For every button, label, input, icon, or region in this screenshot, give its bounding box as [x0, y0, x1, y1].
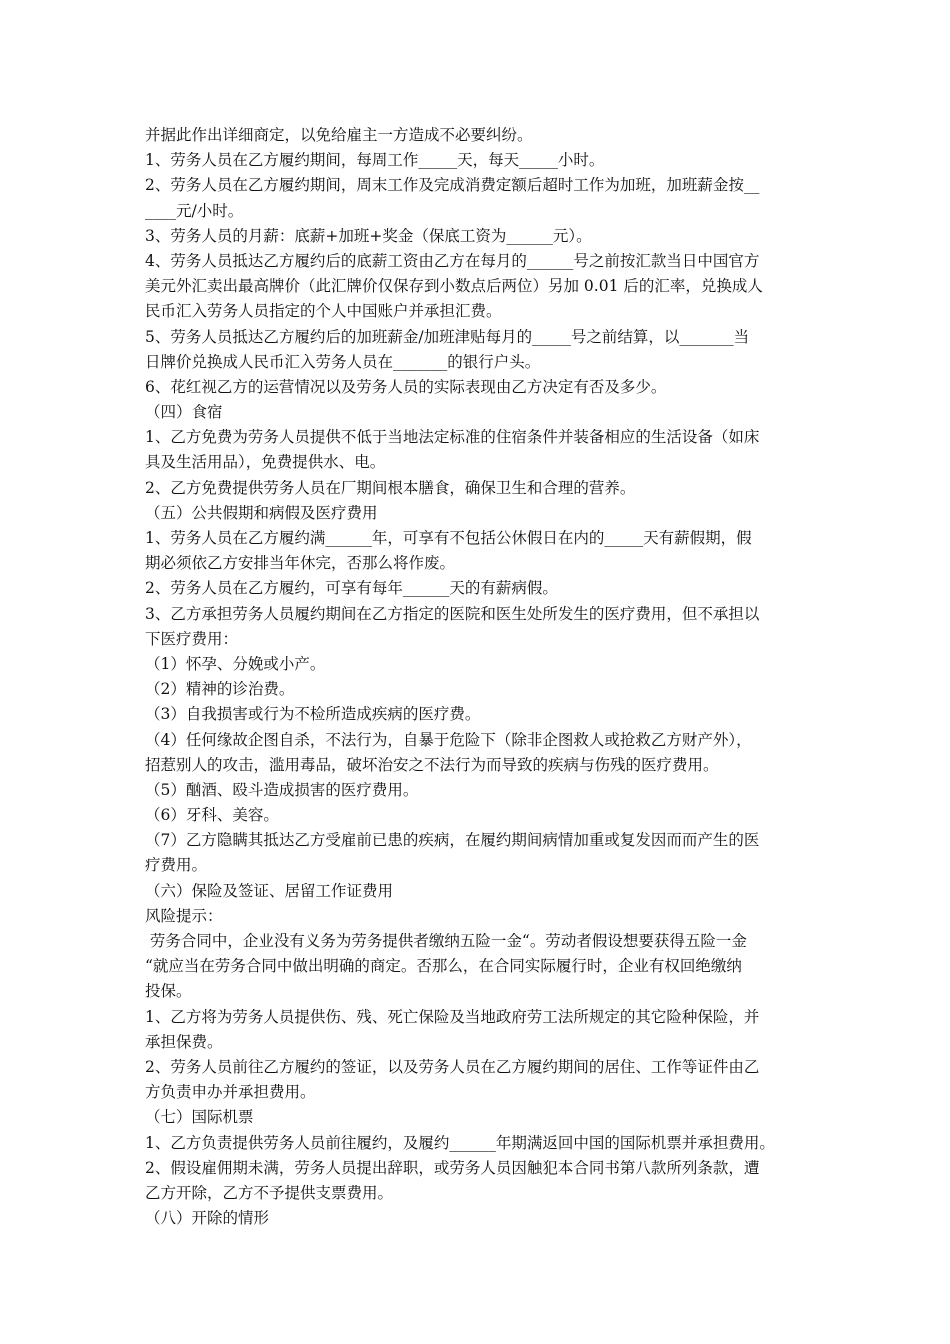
text-line: 美元外汇卖出最高牌价（此汇牌价仅保存到小数点后两位）另加 0.01 后的汇率，兑换成人: [145, 277, 763, 296]
text-line: 2、劳务人员在乙方履约期间，周末工作及完成消费定额后超时工作为加班，加班薪金按__: [145, 176, 760, 195]
text-line: 疗费用。: [145, 856, 208, 875]
text-line: ____元/小时。: [145, 201, 244, 220]
text-line: 并据此作出详细商定，以免给雇主一方造成不必要纠纷。: [145, 126, 533, 144]
list-item: （2）精神的诊治费。: [145, 680, 295, 699]
text-line: 1、乙方负责提供劳务人员前往履约，及履约______年期满返回中国的国际机票并承担费用。: [145, 1133, 775, 1152]
section-heading: （八）开除的情形: [145, 1209, 270, 1228]
text-line: 2、劳务人员前往乙方履约的签证，以及劳务人员在乙方履约期间的居住、工作等证件由乙: [145, 1057, 760, 1076]
text-line: 6、花红视乙方的运营情况以及劳务人员的实际表现由乙方决定有否及多少。: [145, 377, 667, 396]
list-item: （5）酗酒、殴斗造成损害的医疗费用。: [145, 780, 419, 799]
text-line: 劳务合同中，企业没有义务为劳务提供者缴纳五险一金“。劳动者假设想要获得五险一金: [145, 932, 747, 950]
text-line: 1、乙方将为劳务人员提供伤、残、死亡保险及当地政府劳工法所规定的其它险种保险，并: [145, 1007, 760, 1026]
text-line: “就应当在劳务合同中做出明确的商定。否那么，在合同实际履行时，企业有权回绝缴纳: [145, 957, 742, 976]
list-item: （4）任何缘故企图自杀，不法行为，自暴于危险下（除非企图救人或抢救乙方财产外），: [145, 730, 752, 749]
document-page: [145, 123, 813, 1231]
section-heading: （五）公共假期和病假及医疗费用: [145, 503, 378, 522]
list-item: （1）怀孕、分娩或小产。: [145, 654, 326, 673]
text-line: 4、劳务人员抵达乙方履约后的底薪工资由乙方在每月的______号之前按汇款当日中国官方: [145, 251, 760, 270]
text-line: 1、乙方免费为劳务人员提供不低于当地法定标准的住宿条件并装备相应的生活设备（如床: [145, 428, 760, 447]
text-line: 招惹别人的攻击，滥用毒品，破坏治安之不法行为而导致的疾病与伤残的医疗费用。: [145, 755, 719, 774]
text-line: 日牌价兑换成人民币汇入劳务人员在_______的银行户头。: [145, 352, 541, 371]
text-line: 乙方开除，乙方不予提供支票费用。: [145, 1183, 394, 1202]
list-item: （3）自我损害或行为不检所造成疾病的医疗费。: [145, 705, 481, 724]
text-line: 2、假设雇佣期未满，劳务人员提出辞职，或劳务人员因触犯本合同书第八款所列条款，遭: [145, 1158, 760, 1177]
text-line: 下医疗费用：: [145, 629, 239, 648]
text-line: 具及生活用品），免费提供水、电。: [145, 453, 386, 472]
section-heading: （六）保险及签证、居留工作证费用: [145, 881, 394, 900]
text-line: 民币汇入劳务人员指定的个人中国账户并承担汇费。: [145, 302, 502, 321]
text-line: 3、劳务人员的月薪：底薪+加班+奖金（保底工资为______元）。: [145, 226, 592, 245]
risk-note-label: 风险提示：: [145, 906, 223, 925]
text-line: 2、劳务人员在乙方履约，可享有每年______天的有薪病假。: [145, 579, 558, 598]
text-line: 3、乙方承担劳务人员履约期间在乙方指定的医院和医生处所发生的医疗费用，但不承担以: [145, 604, 760, 623]
list-item: （6）牙科、美容。: [145, 806, 279, 825]
text-line: 1、劳务人员在乙方履约期间，每周工作_____天，每天_____小时。: [145, 151, 605, 170]
text-line: 投保。: [145, 982, 192, 1001]
text-line: 方负责申办并承担费用。: [145, 1083, 316, 1102]
section-heading: （七）国际机票: [145, 1108, 254, 1127]
text-line: 5、劳务人员抵达乙方履约后的加班薪金/加班津贴每月的_____号之前结算，以_______当: [145, 327, 750, 346]
text-line: 承担保费。: [145, 1032, 223, 1051]
list-item: （7）乙方隐瞒其抵达乙方受雇前已患的疾病，在履约期间病情加重或复发因而而产生的医: [145, 831, 760, 850]
text-line: 2、乙方免费提供劳务人员在厂期间根本膳食，确保卫生和合理的营养。: [145, 478, 636, 497]
section-heading: （四）食宿: [145, 403, 223, 422]
text-line: 期必须依乙方安排当年休完，否那么将作废。: [145, 554, 456, 573]
text-line: 1、劳务人员在乙方履约满______年，可享有不包括公休假日在内的_____天有薪假期，假: [145, 529, 752, 547]
